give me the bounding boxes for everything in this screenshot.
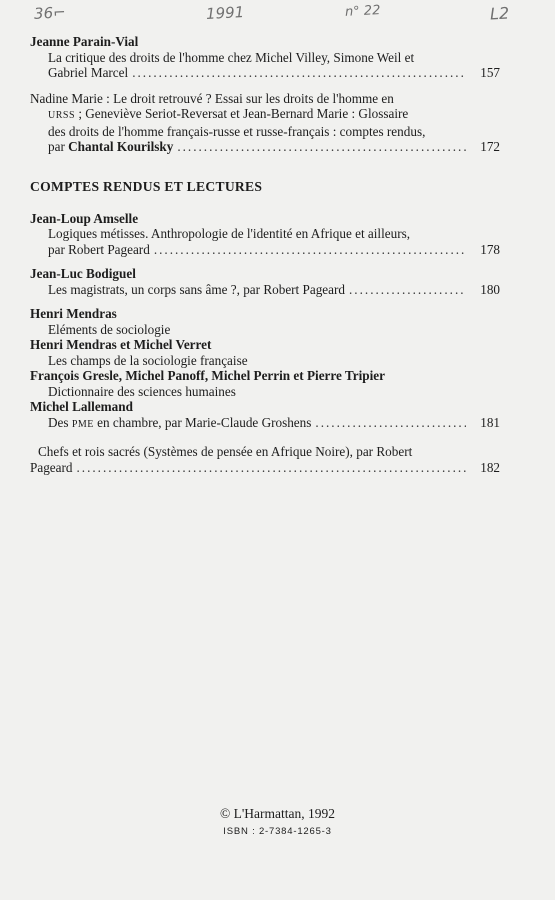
entry-author: François Gresle, Michel Panoff, Michel Perrin et Pierre Tripier	[30, 368, 385, 383]
handwritten-note: n° 22	[344, 3, 381, 20]
entry-title-line: Logiques métisses. Anthropologie de l'identité en Afrique et ailleurs,	[48, 226, 411, 241]
section-title: COMPTES RENDUS ET LECTURES	[30, 178, 263, 194]
toc-entry-marie	[30, 91, 500, 155]
entry-line: par	[48, 139, 69, 154]
leader-dots	[177, 139, 466, 155]
entry-title-line: Les magistrats, un corps sans âme ?, par Robert Pageard	[48, 281, 345, 297]
entry-author: Michel Lallemand	[30, 399, 133, 414]
toc-entry-parain-vial	[30, 34, 500, 81]
leader-dots	[154, 242, 466, 258]
entry-title-line: Dictionnaire des sciences humaines	[48, 383, 236, 399]
entry-line: Nadine Marie : Le droit retrouvé ? Essai sur les droits de l'homme en	[30, 90, 394, 106]
page-number: 172	[480, 139, 500, 154]
entry-author: Henri Mendras	[30, 306, 117, 321]
entry-title-line: Les champs de la sociologie française	[48, 352, 248, 368]
page-number: 181	[480, 414, 500, 430]
page-number: 182	[480, 459, 500, 475]
entry-author: Jeanne Parain-Vial	[30, 34, 139, 49]
entry-title-line: La critique des droits de l'homme chez Michel Villey, Simone Weil et	[48, 49, 415, 65]
entry-title-line: par Robert Pageard	[48, 241, 150, 257]
table-of-contents	[30, 34, 500, 484]
entry-title-line: Des	[48, 414, 72, 430]
handwritten-note: 36⌐	[33, 3, 67, 23]
leader-dots	[132, 65, 466, 81]
entry-author: Jean-Loup Amselle	[30, 210, 139, 226]
entry-line: Pageard	[30, 459, 73, 475]
entry-line: Chefs et rois sacrés (Systèmes de pensée en Afrique Noire), par Robert	[38, 444, 413, 459]
page-number: 180	[480, 281, 500, 297]
leader-dots	[76, 460, 466, 476]
entry-smallcaps: PME	[71, 418, 94, 430]
leader-dots	[349, 282, 466, 298]
leader-dots	[315, 415, 466, 431]
entry-author: Henri Mendras et Michel Verret	[30, 337, 212, 352]
toc-entry-amselle	[30, 211, 500, 258]
entry-title-line: Eléments de sociologie	[48, 321, 171, 337]
entry-line: des droits de l'homme français-russe et russe-français : comptes rendus,	[48, 123, 426, 139]
isbn: ISBN : 2-7384-1265-3	[223, 826, 332, 837]
toc-entry-group	[30, 306, 500, 432]
entry-line: ; Geneviève Seriot-Reversat et Jean-Bernard Marie : Glossaire	[75, 106, 409, 121]
entry-smallcaps: URSS	[48, 110, 76, 121]
entry-title-line: Gabriel Marcel	[48, 65, 129, 80]
entry-author: Chantal Kourilsky	[68, 139, 174, 154]
toc-entry-bodiguel	[30, 266, 500, 297]
entry-title-line: en chambre, par Marie-Claude Groshens	[93, 414, 312, 430]
handwritten-note: L2	[489, 3, 510, 24]
page-number: 178	[480, 241, 500, 257]
entry-author: Jean-Luc Bodiguel	[30, 266, 136, 281]
page-number: 157	[480, 65, 500, 80]
handwritten-note: 1991	[205, 3, 245, 23]
copyright-notice: © L'Harmattan, 1992	[219, 806, 336, 821]
toc-entry-chefs	[30, 444, 500, 475]
